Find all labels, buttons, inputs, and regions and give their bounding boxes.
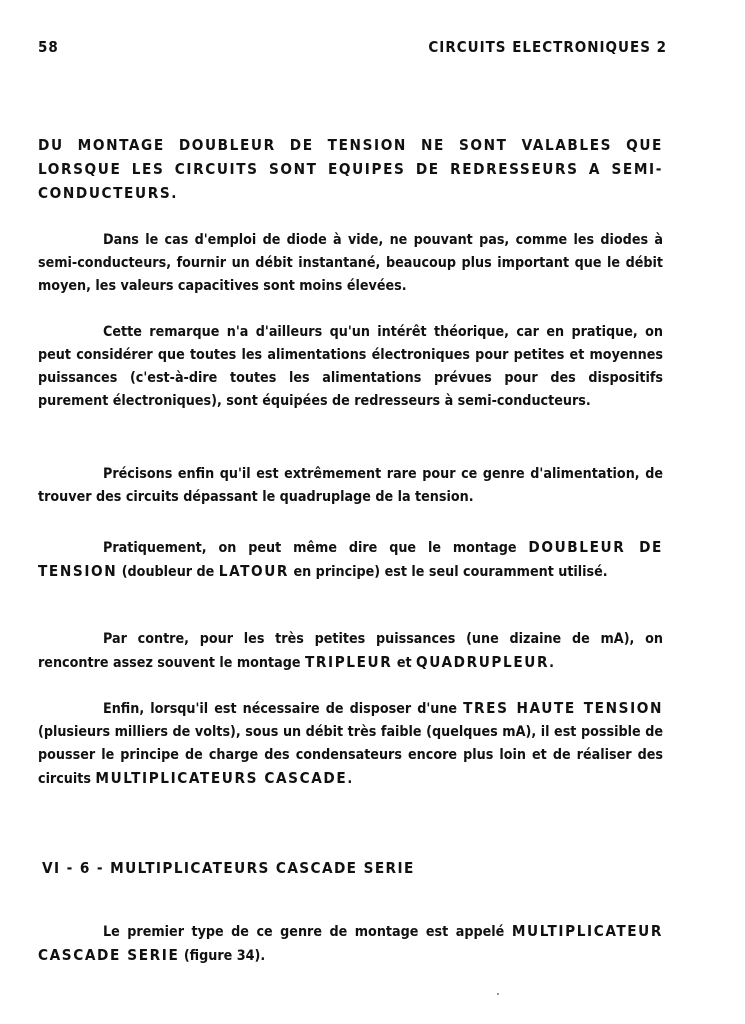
text-run: Pratiquement, on peut même dire que le montage [103, 540, 529, 556]
paragraph-vacuum-diode: Dans le cas d'emploi de diode à vide, ne pouvant pas, comme les diodes à semi-conducteurs, fournir un débit instantané, beaucoup plus important que le débit moyen, les valeurs capacitives sont moins élevées. [38, 232, 663, 294]
text-run: en principe) est le seul couramment utilisé. [289, 564, 608, 580]
emphasis-doubleur-de-tension: DOUBLEUR DE TENSION [38, 538, 663, 580]
page-header [38, 38, 667, 62]
emphasis-multiplicateurs-cascade: MULTIPLICATEURS CASCADE [95, 769, 348, 787]
text-run: (plusieurs milliers de volts), sous un débit très faible (quelques mA), il est possible de pousser le principe de charge des condensateurs encore plus loin et de réaliser des circuits [38, 724, 663, 787]
paragraph-cascade-serie [38, 920, 663, 968]
text-run: . [549, 655, 554, 671]
emphasis-tres-haute-tension: TRES HAUTE TENSION [463, 699, 664, 717]
text-run: . [347, 771, 353, 787]
scan-speck [497, 993, 499, 995]
paragraph-tres-haute-tension [38, 697, 663, 791]
emphasis-multiplicateur-cascade-serie: MULTIPLICATEUR CASCADE SERIE [38, 922, 663, 964]
text-run: (figure 34). [179, 948, 266, 964]
section-heading: VI - 6 - MULTIPLICATEURS CASCADE SERIE [42, 859, 415, 877]
text-run: Par contre, pour les très petites puissances (une dizaine de mA), on rencontre assez souvent le montage [38, 631, 663, 671]
paragraph-doubleur [38, 536, 663, 584]
emphasis-latour: LATOUR [218, 562, 290, 580]
paragraph-quadrupling-rare: Précisons enfin qu'il est extrêmement rare pour ce genre d'alimentation, de trouver des circuits dépassant le quadruplage de la tension. [38, 466, 663, 505]
text-run: (doubleur de [117, 564, 219, 580]
text-run: Enfin, lorsqu'il est nécessaire de disposer d'une [103, 701, 464, 717]
text-run: et [392, 655, 417, 671]
paragraph-intro-caps: DU MONTAGE DOUBLEUR DE TENSION NE SONT VALABLES QUE LORSQUE LES CIRCUITS SONT EQUIPES DE REDRESSEURS A SEMI-CONDUCTEURS. [38, 136, 663, 202]
emphasis-tripleur: TRIPLEUR [304, 653, 393, 671]
text-run: Le premier type de ce genre de montage est appelé [103, 924, 512, 940]
page-number: 58 [38, 38, 59, 56]
running-head: CIRCUITS ELECTRONIQUES 2 [428, 38, 667, 56]
paragraph-theoretical-remark: Cette remarque n'a d'ailleurs qu'un intérêt théorique, car en pratique, on peut considérer que toutes les alimentations électroniques pour petites et moyennes puissances (c'est-à-dire toutes les alimentations prévues pour des dispositifs purement électroniques), sont équipées de redresseurs à semi-conducteurs. [38, 324, 663, 409]
paragraph-tripleur [38, 628, 663, 675]
emphasis-quadrupleur: QUADRUPLEUR [416, 653, 550, 671]
